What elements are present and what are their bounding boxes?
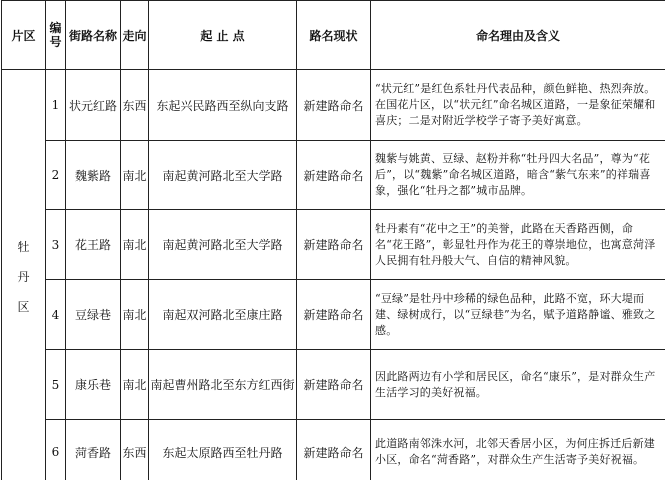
range: 南起曹州路北至东方红西街 <box>149 350 297 420</box>
street-naming-table <box>1 0 665 480</box>
meaning: “豆绿”是牡丹中珍稀的绿色品种，此路不宽，环大堤而建、绿树成行，以“豆绿巷”为名，赋予道路静谧、雅致之感。 <box>371 280 666 350</box>
header-meaning: 命名理由及含义 <box>371 1 666 70</box>
status: 新建路命名 <box>297 280 371 350</box>
header-number: 编号 <box>46 1 66 70</box>
area-char: 丹 <box>17 270 30 284</box>
area-char: 牡 <box>17 240 30 254</box>
street-name: 魏紫路 <box>66 141 121 210</box>
row-number: 5 <box>46 350 66 420</box>
header-row <box>2 1 666 70</box>
range: 南起黄河路北至大学路 <box>149 210 297 280</box>
row-number: 3 <box>46 210 66 280</box>
street-name: 状元红路 <box>66 70 121 141</box>
table-row <box>2 210 666 280</box>
row-number: 4 <box>46 280 66 350</box>
direction: 南北 <box>121 280 149 350</box>
area-cell <box>2 70 46 480</box>
status: 新建路命名 <box>297 210 371 280</box>
street-name: 菏香路 <box>66 420 121 480</box>
area-char: 区 <box>17 300 30 314</box>
meaning: “状元红”是红色系牡丹代表品种，颜色鲜艳、热烈奔放。在国花片区，以“状元红”命名城区道路，一是象征荣耀和喜庆；二是对附近学校学子寄予美好寓意。 <box>371 70 666 141</box>
street-name: 康乐巷 <box>66 350 121 420</box>
table-row <box>2 70 666 141</box>
table-row <box>2 420 666 480</box>
direction: 南北 <box>121 141 149 210</box>
meaning: 因此路两边有小学和居民区，命名“康乐”，是对群众生产生活学习的美好祝福。 <box>371 350 666 420</box>
status: 新建路命名 <box>297 350 371 420</box>
direction: 东西 <box>121 420 149 480</box>
header-status: 路名现状 <box>297 1 371 70</box>
range: 南起黄河路北至大学路 <box>149 141 297 210</box>
meaning: 魏紫与姚黄、豆绿、赵粉并称“牡丹四大名品”，尊为“花后”，以“魏紫”命名城区道路，暗含“紫气东来”的祥瑞喜象，强化“牡丹之都”城市品牌。 <box>371 141 666 210</box>
row-number: 1 <box>46 70 66 141</box>
row-number: 2 <box>46 141 66 210</box>
header-range: 起 止 点 <box>149 1 297 70</box>
range: 南起双河路北至康庄路 <box>149 280 297 350</box>
status: 新建路命名 <box>297 420 371 480</box>
street-name: 花王路 <box>66 210 121 280</box>
header-area: 片区 <box>2 1 46 70</box>
table-row <box>2 280 666 350</box>
range: 东起兴民路西至纵向支路 <box>149 70 297 141</box>
header-direction: 走向 <box>121 1 149 70</box>
status: 新建路命名 <box>297 141 371 210</box>
meaning: 牡丹素有“花中之王”的美誉，此路在天香路西侧，命名“花王路”，彰显牡丹作为花王的尊崇地位，也寓意菏泽人民拥有牡丹般大气、自信的精神风貌。 <box>371 210 666 280</box>
street-name: 豆绿巷 <box>66 280 121 350</box>
meaning: 此道路南邻洙水河，北邻天香居小区，为何庄拆迁后新建小区，命名“菏香路”，对群众生产生活寄予美好祝福。 <box>371 420 666 480</box>
range: 东起太原路西至牡丹路 <box>149 420 297 480</box>
direction: 南北 <box>121 210 149 280</box>
row-number: 6 <box>46 420 66 480</box>
status: 新建路命名 <box>297 70 371 141</box>
header-street-name: 街路名称 <box>66 1 121 70</box>
table-row <box>2 350 666 420</box>
direction: 南北 <box>121 350 149 420</box>
table-row <box>2 141 666 210</box>
direction: 东西 <box>121 70 149 141</box>
document <box>1 0 665 480</box>
